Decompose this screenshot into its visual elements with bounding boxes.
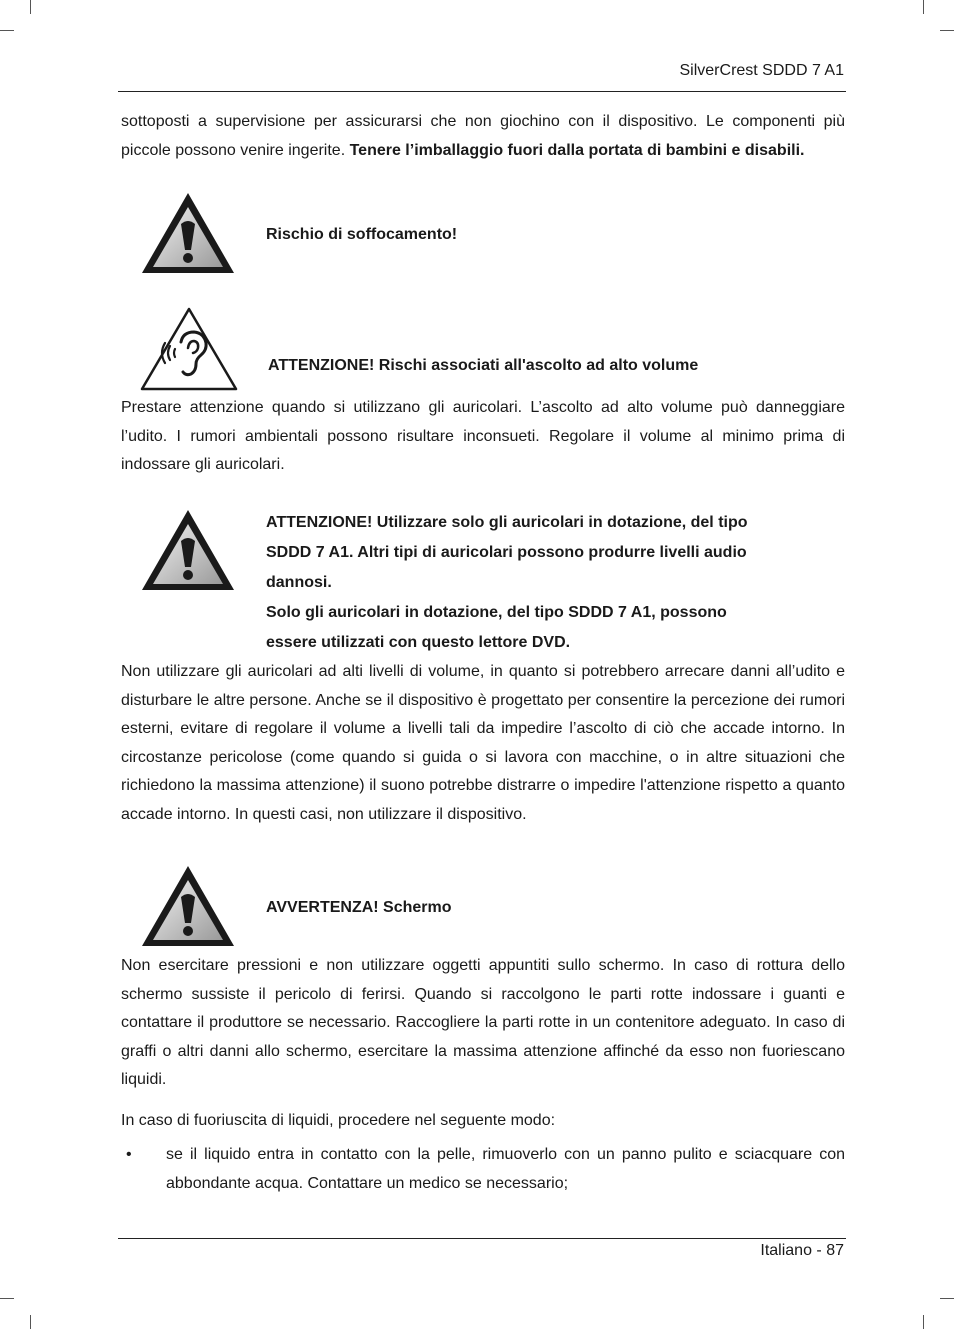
intro-bold-text: Tenere l’imballaggio fuori dalla portata di bambini e disabili. [349,141,805,159]
warning-volume-heading: ATTENZIONE! Rischi associati all'ascolto ad alto volume [268,357,699,374]
page-number: 87 [826,1242,844,1259]
warning-screen-heading: AVVERTENZA! Schermo [266,899,452,916]
warning-triangle-icon [139,507,237,593]
intro-paragraph [121,108,845,165]
warning-triangle-icon [139,190,237,276]
headphones-paragraph: Non utilizzare gli auricolari ad alti livelli di volume, in quanto si potrebbero arrecare danni all’udito e disturbare le altre persone. Anche se il dispositivo è progettato per consentire la percezione dei rumori esterni, evitare di regolare il volume a livelli tali da impedire l’ascolto di ciò che accade intorno. In circostanze pericolose (come quando si guida o si lavora con macchine, o in altre situazioni che richiedono la massima attenzione) il suono potrebbe distrarre o impedire l'attenzione rispetto a quanto accade intorno. In questi casi, non utilizzare il dispositivo. [121,663,845,823]
warning-triangle-icon [139,863,237,949]
crop-mark [30,0,31,14]
warning-headphones-line: dannosi. [266,574,332,591]
bullet-marker: • [126,1146,132,1163]
crop-mark [0,1298,14,1299]
warning-headphones-block [266,508,748,658]
screen-paragraph: Non esercitare pressioni e non utilizzare oggetti appuntiti sullo schermo. In caso di rottura dello schermo sussiste il pericolo di ferirsi. Quando si raccolgono le parti rotte indossare i guanti e contattare il produttore se necessario. Raccogliere la parti rotte in un contenitore adeguato. In caso di graffi o altri danni allo schermo, esercitare la massima attenzione affinché da esso non fuoriescano liquidi. [121,957,845,1088]
warning-headphones-line: Solo gli auricolari in dotazione, del tipo SDDD 7 A1, possono [266,604,727,621]
intro-text: sottoposti a supervisione per assicurarsi che non giochino con il dispositivo. Le componenti più piccole possono venire ingerite. [121,113,845,159]
crop-mark [0,30,14,31]
liquids-paragraph: In caso di fuoriuscita di liquidi, procedere nel seguente modo: [121,1112,556,1129]
crop-mark [940,30,954,31]
bullet-item-text: se il liquido entra in contatto con la pelle, rimuoverlo con un panno pulito e sciacquare con abbondante acqua. Contattare un medico se necessario; [166,1146,845,1192]
warning-headphones-line: SDDD 7 A1. Altri tipi di auricolari possono produrre livelli audio [266,544,747,561]
warning-headphones-line: essere utilizzati con questo lettore DVD. [266,634,571,651]
footer-separator: - [816,1242,822,1259]
hearing-warning-icon [138,306,240,392]
footer-rule [118,1238,846,1239]
crop-mark [923,1315,924,1329]
volume-paragraph: Prestare attenzione quando si utilizzano gli auricolari. L’ascolto ad alto volume può danneggiare l’udito. I rumori ambientali possono risultare inconsueti. Regolare il volume al minimo prima di indossare gli auricolari. [121,399,845,473]
warning-suffocation-heading: Rischio di soffocamento! [266,226,458,243]
crop-mark [30,1315,31,1329]
header-rule [118,91,846,92]
crop-mark [923,0,924,14]
page-footer [760,1242,844,1260]
footer-language: Italiano [760,1242,812,1259]
crop-mark [940,1298,954,1299]
page-header-title: SilverCrest SDDD 7 A1 [679,62,844,79]
warning-headphones-line: ATTENZIONE! Utilizzare solo gli auricolari in dotazione, del tipo [266,514,748,531]
